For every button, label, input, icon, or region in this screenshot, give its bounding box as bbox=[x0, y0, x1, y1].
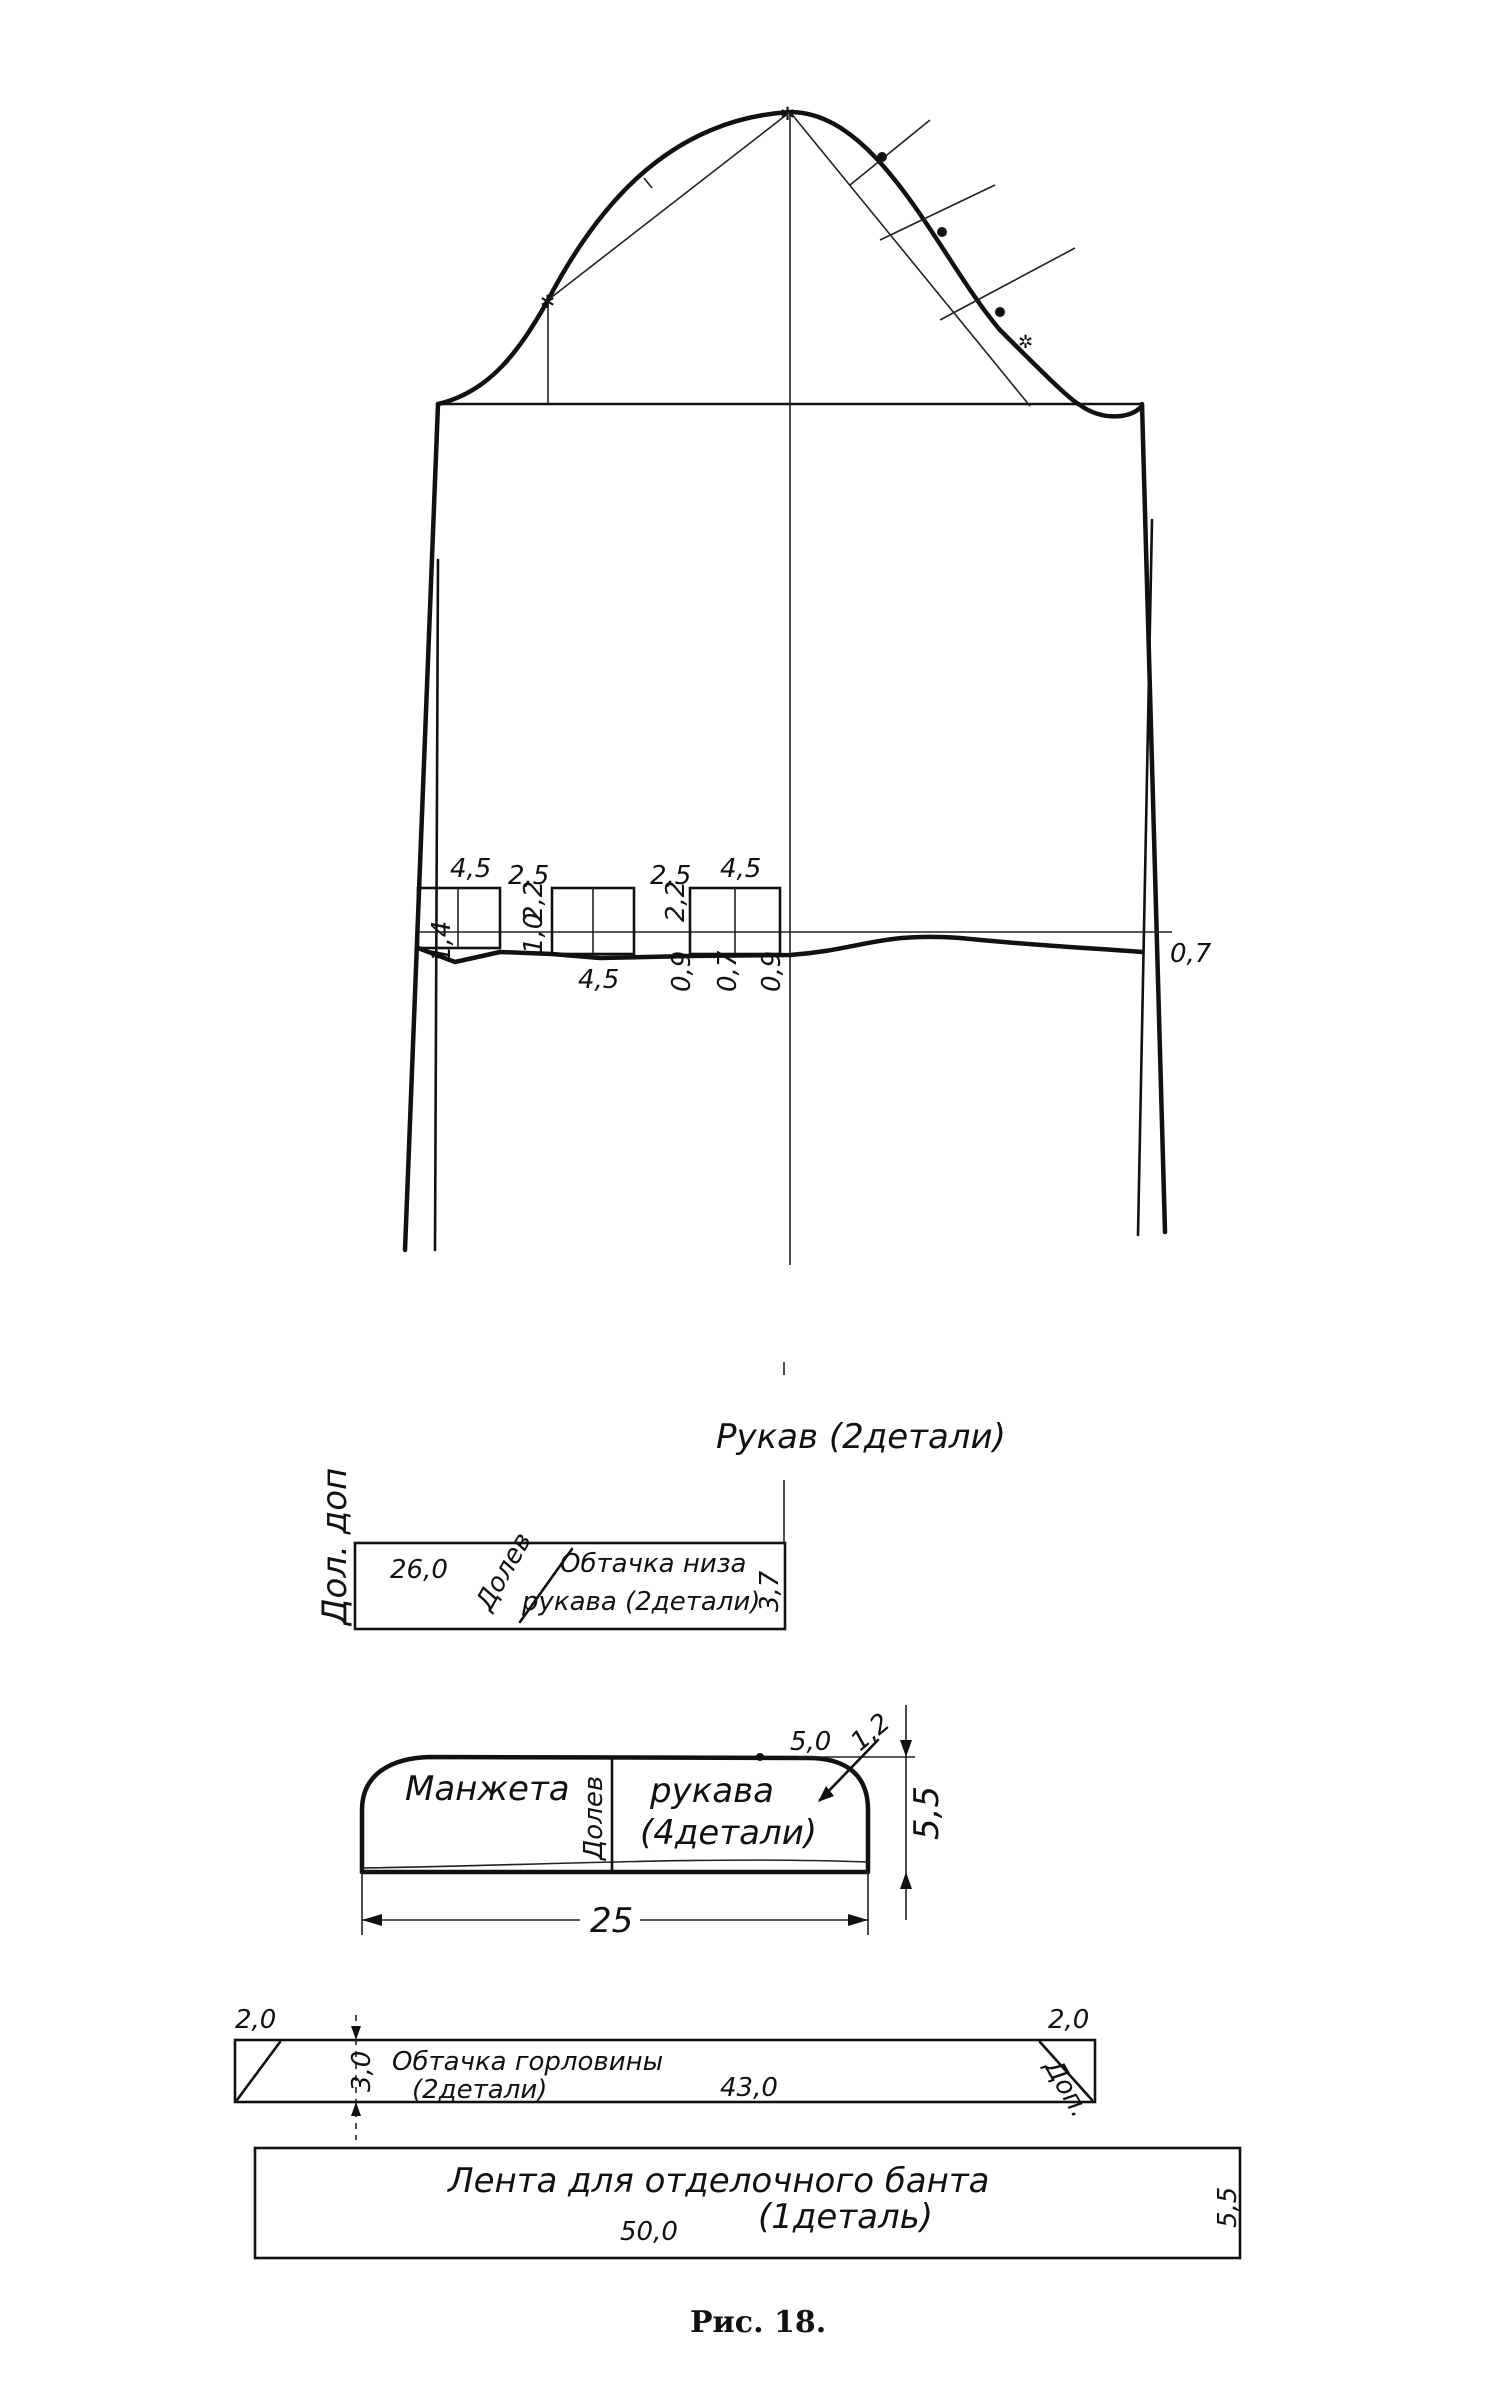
cuff-title-2: рукава bbox=[650, 1771, 774, 1811]
bottom-label-7: 0,7 bbox=[1170, 939, 1212, 969]
neck-facing-left-diag bbox=[237, 2042, 280, 2100]
ribbon-width: 5,5 bbox=[1213, 2186, 1243, 2228]
cuff-title-3: (4детали) bbox=[640, 1813, 818, 1853]
sleeve-pattern bbox=[405, 104, 1212, 1457]
neck-facing-title-2: (2детали) bbox=[412, 2075, 548, 2105]
bottom-label-6: 0,9 bbox=[757, 950, 787, 992]
bottom-label-2: 1,0 bbox=[519, 912, 549, 954]
pleat-label-4: 2,5 bbox=[650, 861, 692, 891]
cap-chord-left bbox=[548, 112, 790, 300]
hem-facing-pattern bbox=[315, 1468, 785, 1629]
cuff-height-arrow-bottom bbox=[900, 1872, 912, 1889]
cuff-length: 25 bbox=[590, 1901, 634, 1941]
hem-facing-grain: Долев bbox=[470, 1527, 539, 1616]
cuff-pattern bbox=[362, 1705, 947, 1941]
sleeve-left-seam-inner bbox=[435, 560, 438, 1250]
bottom-label-4: 0,9 bbox=[667, 950, 697, 992]
cuff-length-arrow-left bbox=[362, 1914, 382, 1926]
cap-perp-3 bbox=[940, 248, 1075, 320]
cuff-title: Манжета bbox=[405, 1769, 570, 1809]
hem-facing-width: 3,7 bbox=[755, 1570, 785, 1612]
pleat-label-1: 4,5 bbox=[450, 854, 492, 884]
cap-star-top: ✲ bbox=[780, 104, 796, 125]
neck-facing-arrow-bottom bbox=[351, 2102, 361, 2116]
sleeve-title: Рукав (2детали) bbox=[716, 1417, 1006, 1457]
neck-facing-pattern bbox=[235, 2005, 1095, 2140]
ribbon-pattern bbox=[255, 2148, 1243, 2258]
cuff-length-arrow-right bbox=[848, 1914, 868, 1926]
pleat-label-2: 2,5 bbox=[508, 861, 550, 891]
cap-star-left: ✲ bbox=[540, 292, 556, 313]
cuff-corner-radius: 1,2 bbox=[845, 1707, 897, 1758]
bottom-label-3: 4,5 bbox=[578, 965, 620, 995]
cuff-bottom-curve bbox=[362, 1860, 868, 1868]
neck-facing-length: 43,0 bbox=[720, 2073, 778, 2103]
sleeve-right-seam-inner bbox=[1138, 520, 1152, 1235]
cuff-grain: Долев bbox=[579, 1775, 609, 1860]
hem-facing-title-1: Обтачка низа bbox=[560, 1549, 747, 1579]
pleat-label-6: 4,5 bbox=[720, 854, 762, 884]
neck-facing-right-allow: 2,0 bbox=[1048, 2005, 1090, 2035]
hem-facing-title-2: рукава (2детали) bbox=[522, 1587, 761, 1617]
hem-facing-length: 26,0 bbox=[390, 1555, 448, 1585]
bottom-label-1: 1,4 bbox=[427, 920, 457, 962]
bottom-label-5: 0,7 bbox=[713, 950, 743, 992]
neck-facing-left-allow: 2,0 bbox=[235, 2005, 277, 2035]
ribbon-title-1: Лента для отделочного банта bbox=[448, 2161, 990, 2201]
neck-facing-title-1: Обтачка горловины bbox=[392, 2047, 664, 2077]
cap-point-1 bbox=[877, 152, 887, 162]
cap-point-2 bbox=[937, 227, 947, 237]
cap-chord-right bbox=[790, 112, 1030, 406]
neck-facing-dop: Доп. bbox=[1037, 2054, 1095, 2123]
pleat-label-3: 2,2 bbox=[519, 880, 549, 922]
cap-star-right: ✲ bbox=[1018, 332, 1034, 353]
sleeve-left-seam-outer bbox=[405, 404, 438, 1250]
cuff-corner-len: 5,0 bbox=[790, 1727, 832, 1757]
ribbon-length: 50,0 bbox=[620, 2217, 678, 2247]
neck-facing-arrow-top bbox=[351, 2026, 361, 2040]
cuff-height-arrow-top bbox=[900, 1740, 912, 1757]
pleat-label-5: 2,2 bbox=[661, 880, 691, 922]
hem-facing-side-label: Дол. доп bbox=[315, 1467, 355, 1625]
ribbon-title-2: (1деталь) bbox=[758, 2197, 933, 2237]
cuff-height: 5,5 bbox=[907, 1785, 947, 1840]
cap-point-3 bbox=[995, 307, 1005, 317]
cuff-corner-dot bbox=[756, 1753, 764, 1761]
cap-tick bbox=[644, 178, 652, 188]
neck-facing-width: 3,0 bbox=[347, 2050, 377, 2092]
figure-caption: Рис. 18. bbox=[690, 2305, 827, 2340]
